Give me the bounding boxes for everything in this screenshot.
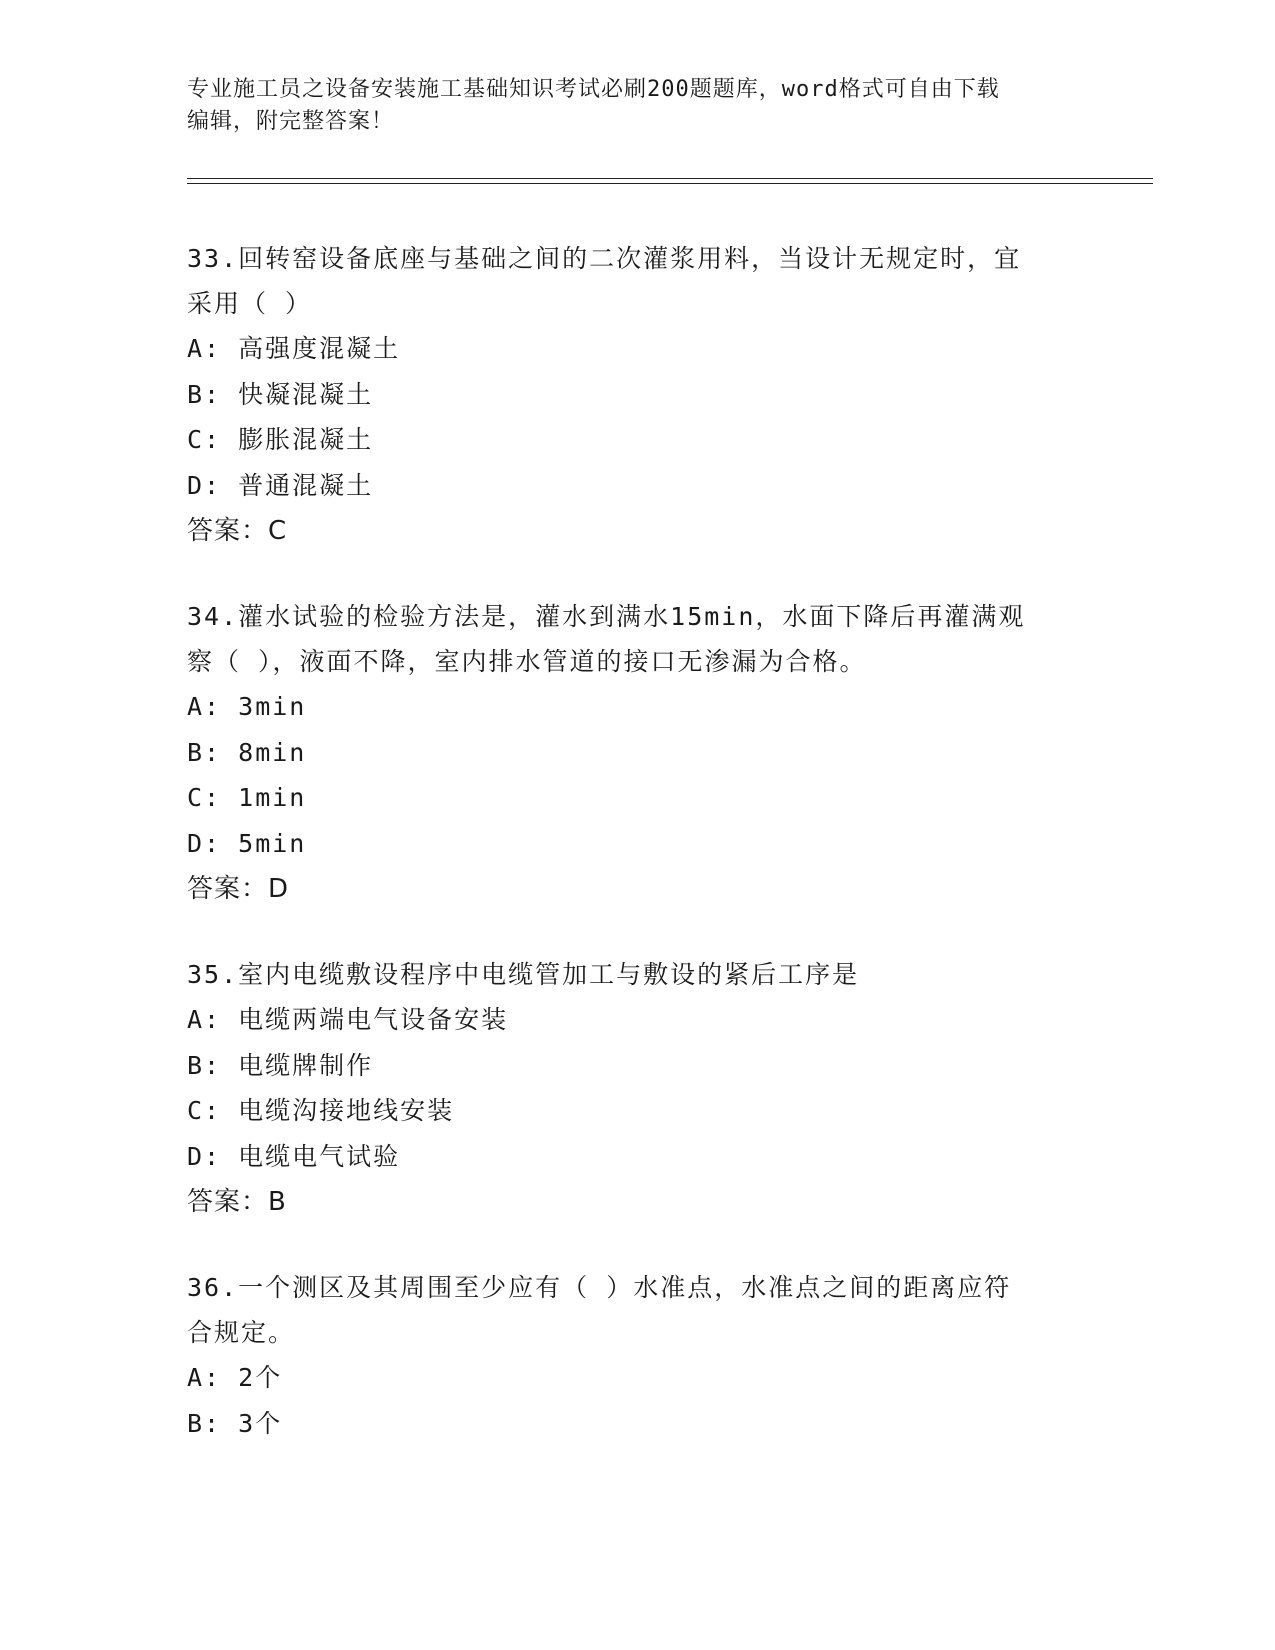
- question-text-line: 33.回转窑设备底座与基础之间的二次灌浆用料，当设计无规定时，宜: [187, 244, 1022, 273]
- answer-label: 答案：B: [187, 1187, 287, 1217]
- option-b: B: 8min: [187, 737, 307, 767]
- option-c: C: 电缆沟接地线安装: [187, 1096, 455, 1125]
- option-d: D: 电缆电气试验: [187, 1141, 401, 1171]
- option-b: B: 3个: [187, 1408, 283, 1438]
- option-c: C: 膨胀混凝土: [187, 425, 374, 454]
- header-divider-top: [187, 178, 1153, 179]
- option-b: B: 快凝混凝土: [187, 379, 374, 409]
- option-d: D: 普通混凝土: [187, 470, 374, 500]
- answer-label: 答案：D: [187, 874, 290, 904]
- header-line-2: 编辑，附完整答案！: [187, 109, 395, 134]
- question-text-line: 36.一个测区及其周围至少应有（ ）水准点，水准点之间的距离应符: [187, 1273, 1012, 1302]
- question-text-line: 合规定。: [187, 1318, 296, 1347]
- option-c: C: 1min: [187, 783, 307, 812]
- question-text-line: 34.灌水试验的检验方法是，灌水到满水15min，水面下降后再灌满观: [187, 602, 1026, 631]
- question-text-line: 采用（ ）: [187, 289, 313, 318]
- question-text-line: 察（ ），液面不降，室内排水管道的接口无渗漏为合格。: [187, 647, 867, 676]
- question-36: [187, 1265, 1087, 1446]
- option-a: A: 电缆两端电气设备安装: [187, 1005, 509, 1034]
- header-line-1: 专业施工员之设备安装施工基础知识考试必刷200题题库，word格式可自由下载: [187, 77, 1000, 102]
- question-34: [187, 594, 1087, 912]
- option-d: D: 5min: [187, 828, 307, 858]
- header-divider-bottom: [187, 183, 1153, 184]
- question-text-line: 35.室内电缆敷设程序中电缆管加工与敷设的紧后工序是: [187, 960, 860, 989]
- option-a: A: 高强度混凝土: [187, 334, 401, 363]
- question-33: [187, 236, 1087, 554]
- question-35: [187, 952, 1087, 1225]
- answer-label: 答案：C: [187, 516, 288, 546]
- option-b: B: 电缆牌制作: [187, 1050, 374, 1080]
- option-a: A: 3min: [187, 692, 307, 721]
- option-a: A: 2个: [187, 1363, 283, 1392]
- document-header: [187, 74, 1087, 138]
- question-list: [187, 236, 1087, 1486]
